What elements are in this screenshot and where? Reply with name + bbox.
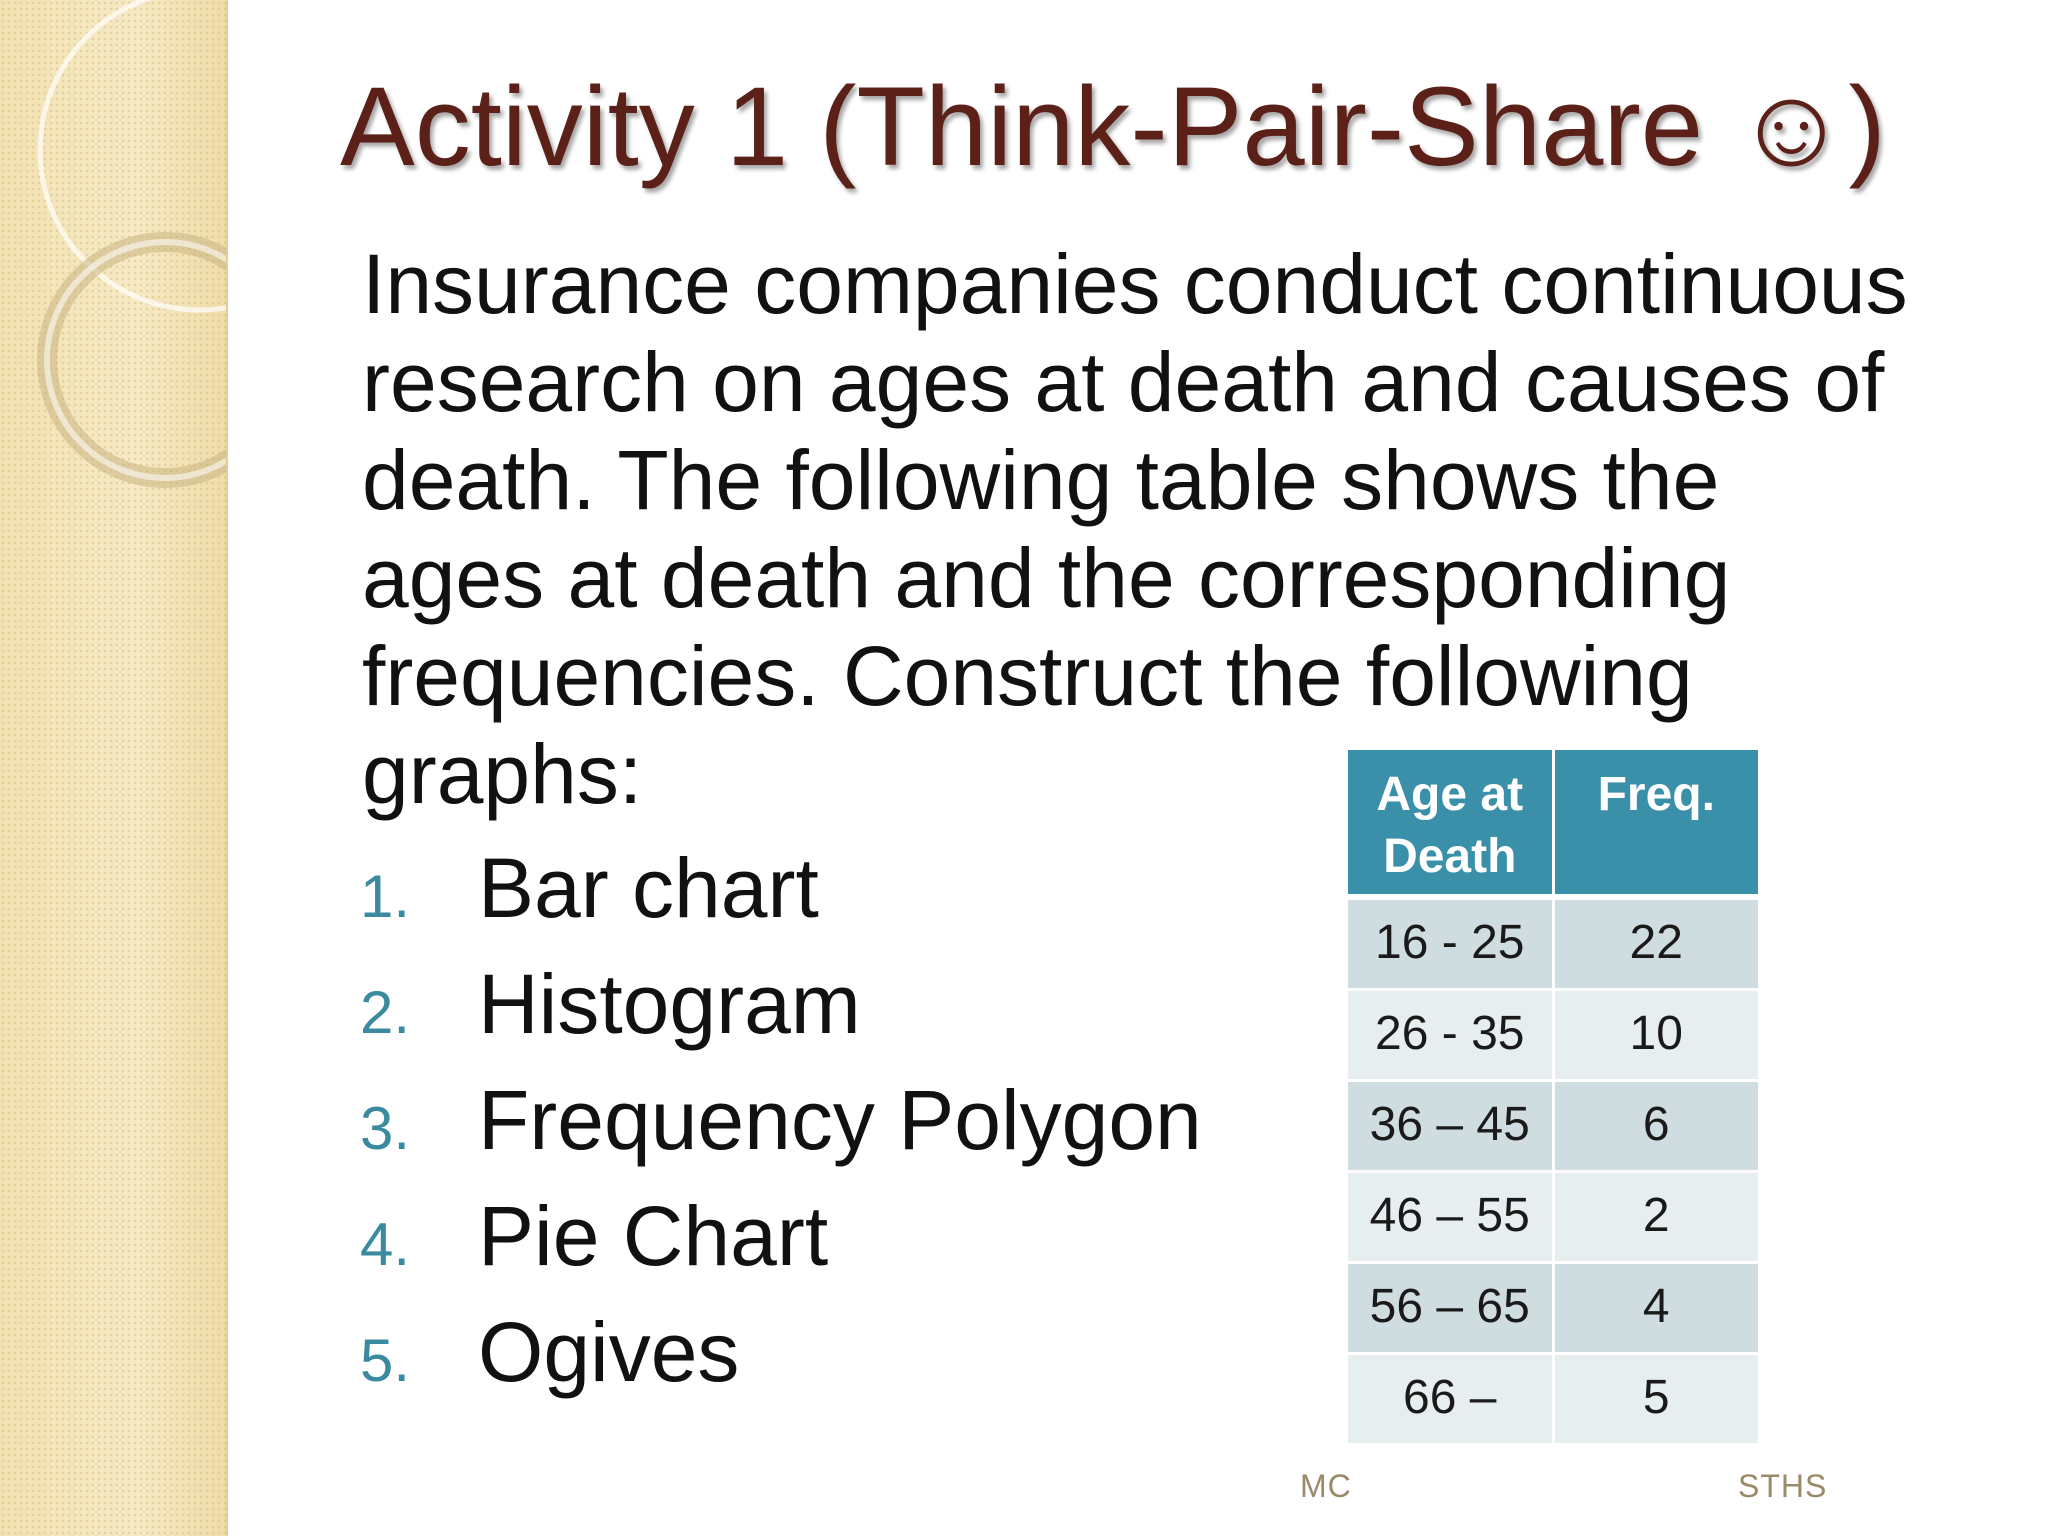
table-row	[1348, 990, 1758, 1081]
list-label: Pie Chart	[478, 1189, 829, 1283]
age-cell: 56 – 65	[1348, 1263, 1553, 1354]
list-item	[360, 1178, 1202, 1294]
decorative-rings	[0, 0, 226, 520]
list-number: 4.	[360, 1211, 411, 1278]
decorative-side-band	[0, 0, 228, 1536]
age-cell: 46 – 55	[1348, 1172, 1553, 1263]
list-label: Bar chart	[478, 841, 819, 935]
freq-cell: 4	[1553, 1263, 1758, 1354]
frequency-table-container	[1348, 750, 1758, 1536]
column-header-age: Age at Death	[1348, 750, 1553, 897]
list-number: 5.	[360, 1327, 411, 1394]
list-item	[360, 1294, 1202, 1410]
age-cell: 16 - 25	[1348, 897, 1553, 990]
table-row	[1348, 1081, 1758, 1172]
list-number: 3.	[360, 1095, 411, 1162]
list-item	[360, 830, 1202, 946]
age-cell: 26 - 35	[1348, 990, 1553, 1081]
freq-cell: 5	[1553, 1354, 1758, 1445]
freq-cell: 2	[1553, 1172, 1758, 1263]
slide-title: Activity 1 (Think-Pair-Share ☺)	[340, 64, 1886, 189]
footer-left-text: MC	[1300, 1468, 1352, 1504]
list-label: Ogives	[478, 1305, 740, 1399]
column-header-freq: Freq.	[1553, 750, 1758, 897]
table-header-row	[1348, 750, 1758, 897]
table-row	[1348, 1354, 1758, 1445]
table-row	[1348, 897, 1758, 990]
freq-cell: 10	[1553, 990, 1758, 1081]
table-row	[1348, 1172, 1758, 1263]
body-paragraph: Insurance companies conduct continuous research on ages at death and causes of death. The following table shows the ages at death and the corresponding frequencies. Construct the following graphs:	[362, 237, 1908, 821]
table-row	[1348, 1263, 1758, 1354]
age-cell: 66 –	[1348, 1354, 1553, 1445]
frequency-table	[1348, 750, 1758, 1446]
list-label: Frequency Polygon	[478, 1073, 1202, 1167]
footer-right-text: STHS	[1738, 1468, 1828, 1504]
freq-cell: 22	[1553, 897, 1758, 990]
list-number: 1.	[360, 863, 411, 930]
list-label: Histogram	[478, 957, 861, 1051]
freq-cell: 6	[1553, 1081, 1758, 1172]
list-number: 2.	[360, 979, 411, 1046]
list-item	[360, 946, 1202, 1062]
graph-list	[360, 830, 1202, 1410]
list-item	[360, 1062, 1202, 1178]
age-cell: 36 – 45	[1348, 1081, 1553, 1172]
